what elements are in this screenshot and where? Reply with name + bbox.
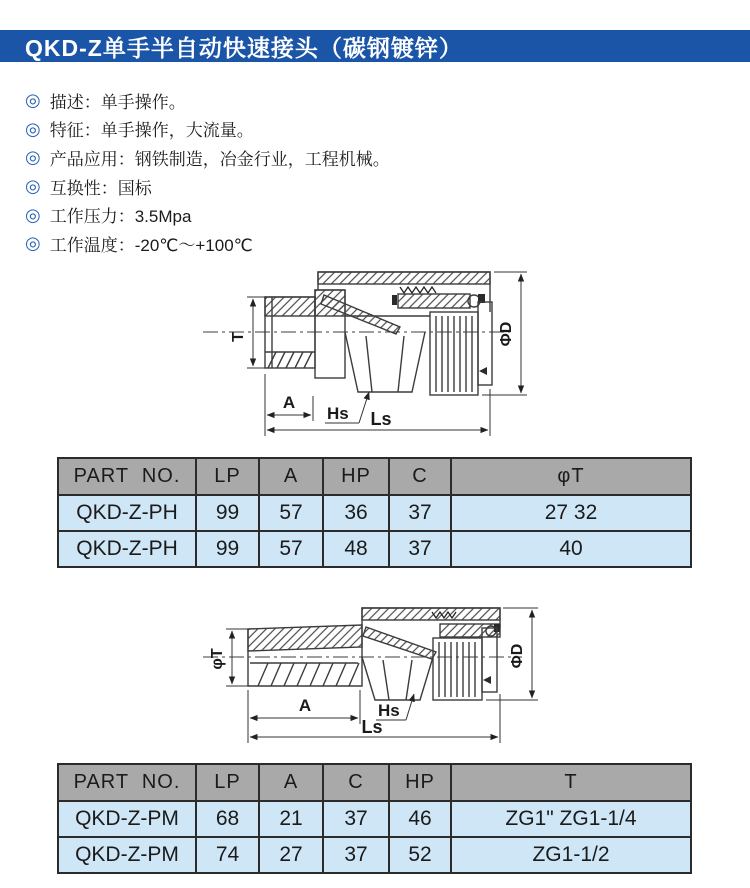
dim-label-Hs: Hs — [378, 701, 400, 720]
spec-bullet-text: 工作压力：3.5Mpa — [49, 207, 192, 227]
table-cell: 46 — [389, 801, 451, 837]
coupling-drawing-threaded — [185, 248, 555, 453]
spec-bullet-text: 描述：单手操作。 — [49, 92, 186, 112]
dim-label-T: φT — [209, 648, 226, 670]
spec-bullet-item — [25, 86, 390, 115]
table-row — [58, 495, 691, 531]
spec-bullet-text: 特征：单手操作，大流量。 — [49, 121, 254, 141]
table-cell: QKD-Z-PM — [58, 837, 196, 873]
table-cell: 37 — [323, 837, 389, 873]
spec-bullet-list — [25, 86, 390, 258]
dim-label-Ls: Ls — [370, 409, 392, 429]
table-header-row — [58, 764, 691, 801]
table-cell: 21 — [259, 801, 323, 837]
dim-label-A: A — [282, 393, 296, 412]
table-cell: 99 — [196, 495, 259, 531]
table-cell: 68 — [196, 801, 259, 837]
table-row — [58, 837, 691, 873]
double-circle-bullet-icon: ◎ — [25, 118, 41, 139]
dim-label-D: ΦD — [498, 321, 515, 347]
dim-label-Hs: Hs — [327, 404, 349, 423]
table-header-row — [58, 458, 691, 495]
column-header: PART NO. — [58, 764, 196, 801]
spec-bullet-item — [25, 172, 390, 201]
coupling-outline — [203, 608, 522, 700]
column-header: A — [259, 458, 323, 495]
column-header: A — [259, 764, 323, 801]
double-circle-bullet-icon: ◎ — [25, 176, 41, 197]
column-header: LP — [196, 458, 259, 495]
coupling-outline — [203, 272, 510, 395]
column-header: φT — [451, 458, 691, 495]
column-header: T — [451, 764, 691, 801]
dim-label-D: ΦD — [509, 643, 526, 669]
table-cell: 27 32 — [451, 495, 691, 531]
table-row — [58, 531, 691, 567]
spec-bullet-item — [25, 200, 390, 229]
spec-bullet-text: 产品应用：钢铁制造，冶金行业，工程机械。 — [49, 149, 390, 169]
table-cell: 40 — [451, 531, 691, 567]
spec-table-ph — [57, 457, 692, 568]
table-cell: 74 — [196, 837, 259, 873]
spec-table-pm — [57, 763, 692, 874]
column-header: C — [323, 764, 389, 801]
table-cell: 52 — [389, 837, 451, 873]
table-cell: 37 — [389, 495, 451, 531]
table-cell: 99 — [196, 531, 259, 567]
table-cell: 27 — [259, 837, 323, 873]
table-cell: 37 — [323, 801, 389, 837]
spec-bullet-text: 互换性：国标 — [49, 178, 152, 198]
dimension-labels — [209, 644, 526, 737]
table-cell: 57 — [259, 531, 323, 567]
column-header: LP — [196, 764, 259, 801]
double-circle-bullet-icon: ◎ — [25, 90, 41, 111]
table-row — [58, 801, 691, 837]
dim-label-A: A — [298, 696, 312, 715]
column-header: C — [389, 458, 451, 495]
dim-label-T: T — [230, 332, 247, 342]
table-cell: QKD-Z-PH — [58, 495, 196, 531]
table-cell: 36 — [323, 495, 389, 531]
table-cell: 37 — [389, 531, 451, 567]
column-header: PART NO. — [58, 458, 196, 495]
double-circle-bullet-icon: ◎ — [25, 233, 41, 254]
table-cell: QKD-Z-PH — [58, 531, 196, 567]
double-circle-bullet-icon: ◎ — [25, 204, 41, 225]
coupling-drawing-hose-barb — [190, 592, 565, 764]
dim-label-Ls: Ls — [361, 717, 383, 737]
double-circle-bullet-icon: ◎ — [25, 147, 41, 168]
spec-bullet-item — [25, 143, 390, 172]
table-cell: ZG1" ZG1-1/4 — [451, 801, 691, 837]
spec-bullet-text: 工作温度：-20℃～+100℃ — [49, 235, 253, 255]
table-cell: ZG1-1/2 — [451, 837, 691, 873]
table-cell: QKD-Z-PM — [58, 801, 196, 837]
spec-bullet-item — [25, 115, 390, 144]
page-title: QKD-Z单手半自动快速接头（碳钢镀锌） — [0, 30, 750, 62]
table-cell: 48 — [323, 531, 389, 567]
column-header: HP — [389, 764, 451, 801]
column-header: HP — [323, 458, 389, 495]
table-cell: 57 — [259, 495, 323, 531]
